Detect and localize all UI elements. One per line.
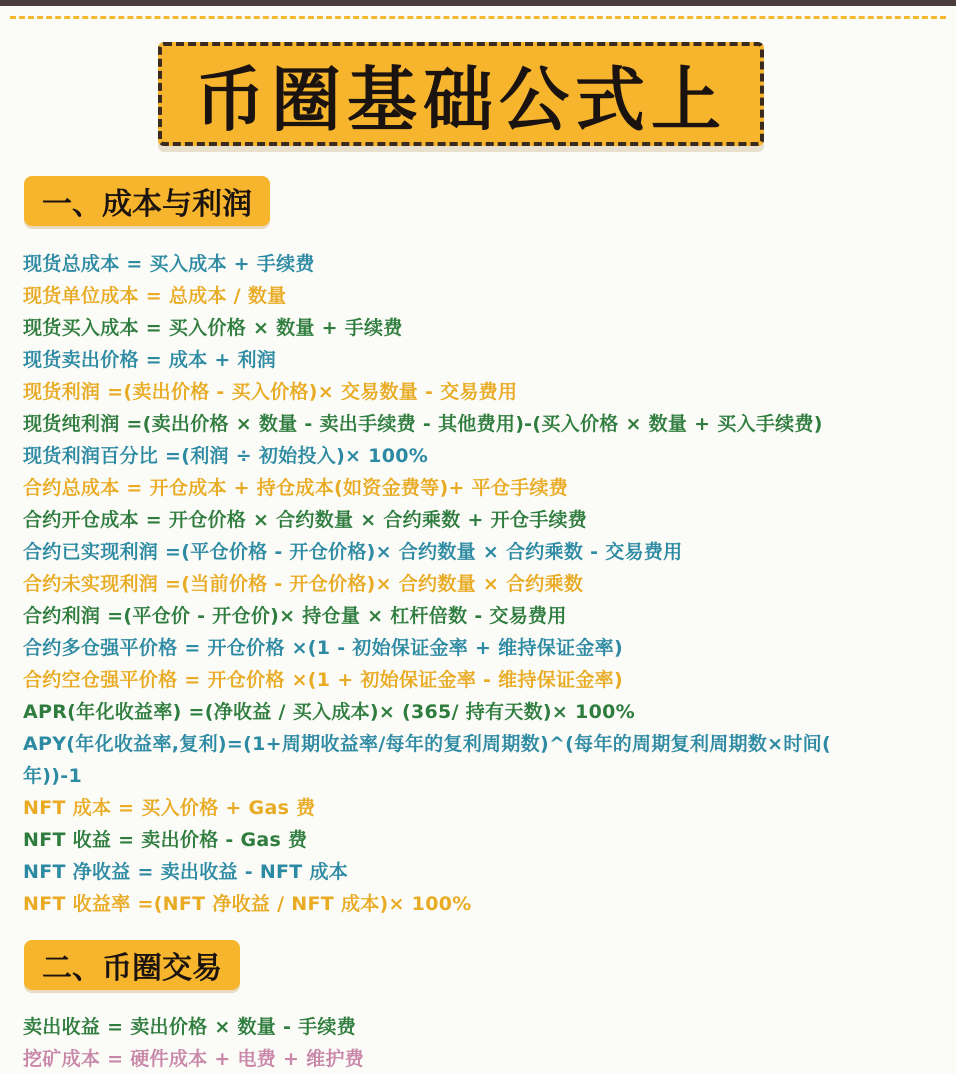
section-heading-cost-profit: 一、成本与利润 <box>24 176 270 226</box>
formula-line: 合约利润 =(平仓价 - 开仓价)× 持仓量 × 杠杆倍数 - 交易费用 <box>23 605 567 627</box>
formula-line: 现货总成本 = 买入成本 + 手续费 <box>23 253 315 275</box>
formula-line: NFT 收益率 =(NFT 净收益 / NFT 成本)× 100% <box>23 893 472 915</box>
formula-line: 现货纯利润 =(卖出价格 × 数量 - 卖出手续费 - 其他费用)-(买入价格 × 数量 + 买入手续费) <box>23 413 823 435</box>
formula-line: 现货单位成本 = 总成本 / 数量 <box>23 285 287 307</box>
formula-line: 现货买入成本 = 买入价格 × 数量 + 手续费 <box>23 317 403 339</box>
section-heading-trading: 二、币圈交易 <box>24 940 240 990</box>
top-dashed-divider <box>10 16 946 19</box>
formula-line: 合约已实现利润 =(平仓价格 - 开仓价格)× 合约数量 × 合约乘数 - 交易费用 <box>23 541 683 563</box>
formula-line: 现货利润 =(卖出价格 - 买入价格)× 交易数量 - 交易费用 <box>23 381 518 403</box>
top-border-bar <box>0 0 956 6</box>
page-title: 币圈基础公式上 <box>195 58 727 141</box>
formula-line: 现货利润百分比 =(利润 ÷ 初始投入)× 100% <box>23 445 429 467</box>
formula-line: 现货卖出价格 = 成本 + 利润 <box>23 349 277 371</box>
formula-line: NFT 成本 = 买入价格 + Gas 费 <box>23 797 316 819</box>
formula-line: 挖矿成本 = 硬件成本 + 电费 + 维护费 <box>23 1048 365 1070</box>
formula-line: 合约空仓强平价格 = 开仓价格 ×(1 + 初始保证金率 - 维持保证金率) <box>23 669 623 691</box>
formula-list-cost-profit <box>23 248 953 920</box>
formula-line: 合约未实现利润 =(当前价格 - 开仓价格)× 合约数量 × 合约乘数 <box>23 573 584 595</box>
formula-line: 年))-1 <box>23 765 82 787</box>
formula-line: APR(年化收益率) =(净收益 / 买入成本)× (365/ 持有天数)× 100% <box>23 701 635 723</box>
formula-line: 合约多仓强平价格 = 开仓价格 ×(1 - 初始保证金率 + 维持保证金率) <box>23 637 623 659</box>
formula-line: NFT 收益 = 卖出价格 - Gas 费 <box>23 829 308 851</box>
formula-line: 合约开仓成本 = 开仓价格 × 合约数量 × 合约乘数 + 开仓手续费 <box>23 509 588 531</box>
formula-line: 合约总成本 = 开仓成本 + 持仓成本(如资金费等)+ 平仓手续费 <box>23 477 569 499</box>
title-banner <box>158 42 764 146</box>
formula-line: NFT 净收益 = 卖出收益 - NFT 成本 <box>23 861 349 883</box>
formula-list-trading <box>23 1011 953 1074</box>
formula-line: 卖出收益 = 卖出价格 × 数量 - 手续费 <box>23 1016 357 1038</box>
formula-line: APY(年化收益率,复利)=(1+周期收益率/每年的复利周期数)^(每年的周期复利周期数×时间( <box>23 733 831 755</box>
